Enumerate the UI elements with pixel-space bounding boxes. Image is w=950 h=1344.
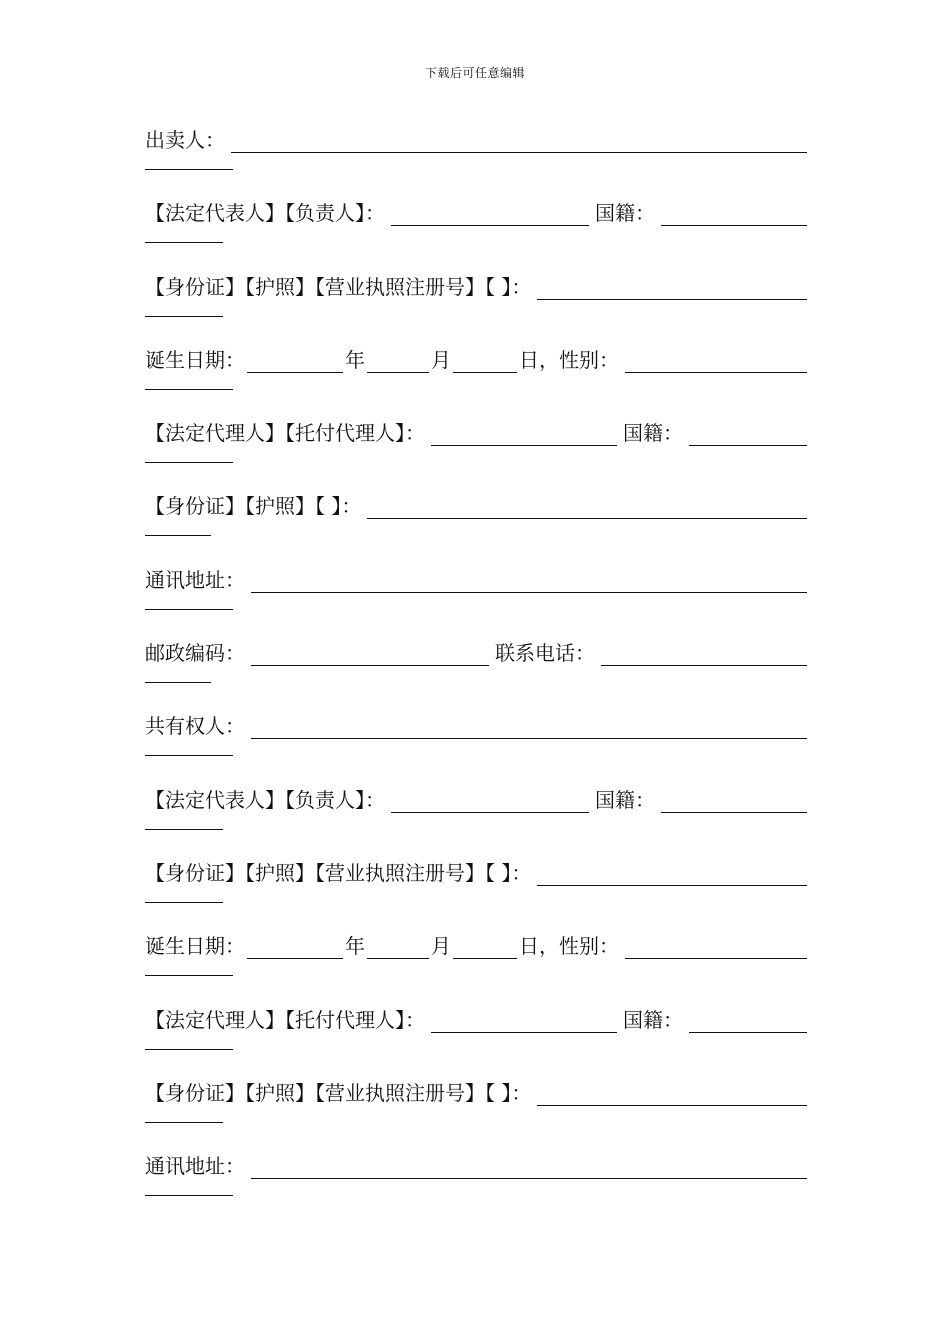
seller-nationality-label: 国籍： <box>595 201 655 226</box>
seller-rep-field[interactable] <box>391 201 589 226</box>
co-owner-day-sex-label: 日，性别： <box>519 934 619 959</box>
co-owner-name-field[interactable] <box>251 714 807 739</box>
seller-id-label: 【身份证】【护照】【营业执照注册号】【 】： <box>145 274 532 299</box>
co-owner-name-label: 共有权人： <box>145 714 245 739</box>
co-owner-id-field-cont[interactable] <box>145 902 223 903</box>
seller-postcode-field[interactable] <box>251 641 489 666</box>
seller-nationality-field[interactable] <box>661 201 807 226</box>
co-owner-name-row <box>145 701 807 774</box>
seller-agent-row <box>145 408 807 481</box>
seller-address-field[interactable] <box>251 568 807 593</box>
co-owner-agent-id-field-cont[interactable] <box>145 1122 223 1123</box>
seller-address-label: 通讯地址： <box>145 567 245 592</box>
seller-birth-month-field[interactable] <box>367 348 429 373</box>
seller-sex-field-cont[interactable] <box>145 389 233 390</box>
co-owner-id-row <box>145 848 807 921</box>
co-owner-sex-field-cont[interactable] <box>145 975 233 976</box>
seller-postcode-label: 邮政编码： <box>145 641 245 666</box>
seller-rep-label: 【法定代表人】【负责人】： <box>145 201 385 226</box>
co-owner-rep-label: 【法定代表人】【负责人】： <box>145 787 385 812</box>
seller-agent-nationality-field[interactable] <box>689 421 807 446</box>
co-owner-agent-field[interactable] <box>431 1008 617 1033</box>
seller-address-row <box>145 555 807 628</box>
co-owner-rep-field[interactable] <box>391 788 589 813</box>
seller-agent-nationality-field-cont[interactable] <box>145 462 233 463</box>
seller-id-field[interactable] <box>537 275 807 300</box>
co-owner-agent-label: 【法定代理人】【托付代理人】： <box>145 1007 425 1032</box>
seller-name-field-cont[interactable] <box>145 169 233 170</box>
co-owner-birth-label: 诞生日期： <box>145 934 245 959</box>
seller-phone-field-cont[interactable] <box>145 682 211 683</box>
co-owner-nationality-field-cont[interactable] <box>145 829 223 830</box>
seller-nationality-field-cont[interactable] <box>145 242 223 243</box>
co-owner-agent-id-field[interactable] <box>537 1081 807 1106</box>
seller-agent-id-field[interactable] <box>367 494 807 519</box>
co-owner-nationality-field[interactable] <box>661 788 807 813</box>
co-owner-agent-nationality-label: 国籍： <box>623 1007 683 1032</box>
seller-agent-field[interactable] <box>431 421 617 446</box>
co-owner-agent-nationality-field-cont[interactable] <box>145 1049 233 1050</box>
co-owner-sex-field[interactable] <box>625 934 807 959</box>
co-owner-agent-id-row <box>145 1068 807 1141</box>
seller-address-field-cont[interactable] <box>145 609 233 610</box>
co-owner-id-label: 【身份证】【护照】【营业执照注册号】【 】： <box>145 860 532 885</box>
seller-name-field[interactable] <box>231 128 807 153</box>
seller-sex-field[interactable] <box>625 348 807 373</box>
co-owner-agent-id-label: 【身份证】【护照】【营业执照注册号】【 】： <box>145 1080 532 1105</box>
seller-agent-nationality-label: 国籍： <box>623 421 683 446</box>
co-owner-agent-nationality-field[interactable] <box>689 1008 807 1033</box>
page-header: 下载后可任意编辑 <box>424 66 525 80</box>
co-owner-id-field[interactable] <box>537 861 807 886</box>
seller-agent-label: 【法定代理人】【托付代理人】： <box>145 421 425 446</box>
seller-year-label: 年 <box>345 347 365 372</box>
co-owner-birth-year-field[interactable] <box>247 934 343 959</box>
seller-id-row <box>145 262 807 335</box>
co-owner-birth-day-field[interactable] <box>453 934 517 959</box>
seller-id-field-cont[interactable] <box>145 316 223 317</box>
seller-name-row <box>145 115 807 188</box>
co-owner-address-row <box>145 1141 807 1214</box>
seller-phone-field[interactable] <box>601 641 807 666</box>
co-owner-address-label: 通讯地址： <box>145 1154 245 1179</box>
seller-month-label: 月 <box>431 347 451 372</box>
seller-contact-row <box>145 628 807 701</box>
co-owner-address-field-cont[interactable] <box>145 1195 233 1196</box>
seller-phone-label: 联系电话： <box>495 641 595 666</box>
form-body <box>145 115 807 1214</box>
co-owner-birth-month-field[interactable] <box>367 934 429 959</box>
co-owner-address-field[interactable] <box>251 1154 807 1179</box>
co-owner-month-label: 月 <box>431 934 451 959</box>
seller-agent-id-field-cont[interactable] <box>145 535 211 536</box>
seller-birth-year-field[interactable] <box>247 348 343 373</box>
seller-agent-id-label: 【身份证】【护照】【 】： <box>145 494 362 519</box>
co-owner-birth-row <box>145 921 807 994</box>
seller-rep-row <box>145 188 807 261</box>
seller-birth-row <box>145 335 807 408</box>
seller-day-sex-label: 日，性别： <box>519 347 619 372</box>
co-owner-agent-row <box>145 995 807 1068</box>
seller-birth-label: 诞生日期： <box>145 347 245 372</box>
co-owner-rep-row <box>145 775 807 848</box>
co-owner-year-label: 年 <box>345 934 365 959</box>
co-owner-nationality-label: 国籍： <box>595 787 655 812</box>
seller-birth-day-field[interactable] <box>453 348 517 373</box>
co-owner-name-field-cont[interactable] <box>145 755 233 756</box>
seller-agent-id-row <box>145 481 807 554</box>
seller-name-label: 出卖人： <box>145 128 225 152</box>
